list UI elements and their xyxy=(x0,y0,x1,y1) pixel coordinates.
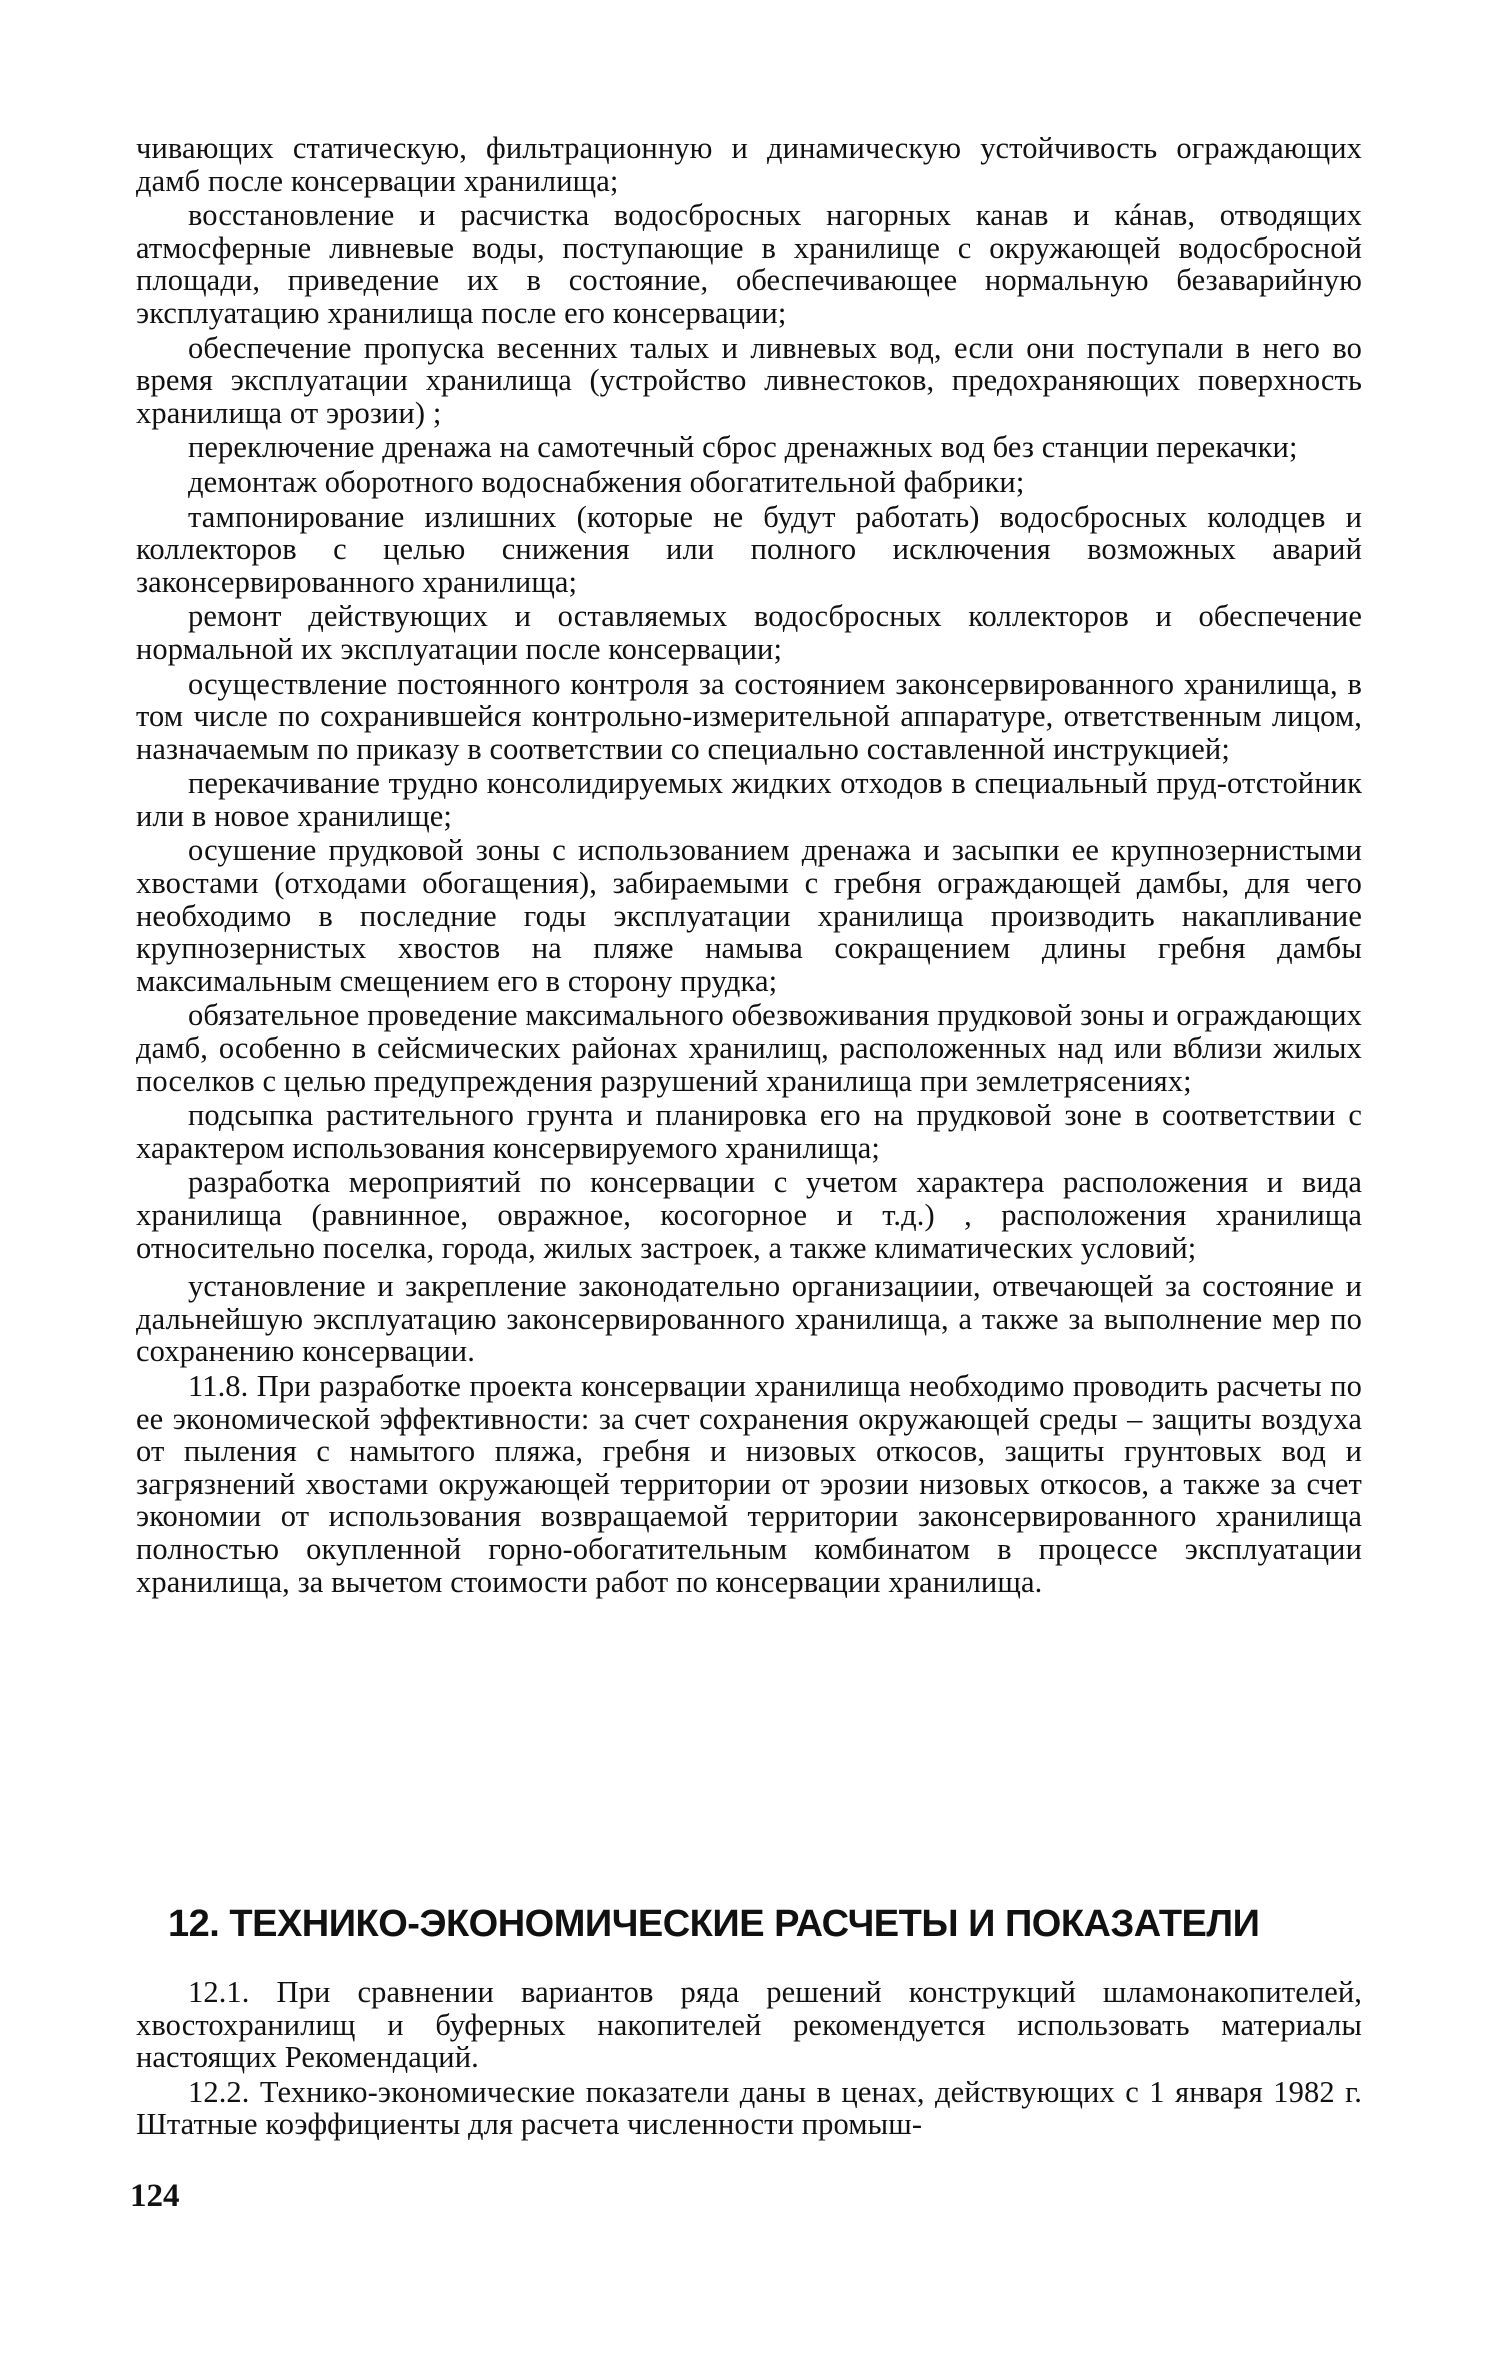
paragraph-6: тампонирование излишних (которые не будут работать) водосбросных колодцев и коллекторов с целью снижения или полного исключения возможных аварий законсервированного хранилища; xyxy=(136,499,1362,599)
paragraph-4: переключение дренажа на самотечный сброс дренажных вод без станции перекачки; xyxy=(188,430,1298,465)
section-body xyxy=(136,1976,1362,2141)
paragraph-14: установление и закрепление законодательно организациии, отвечающей за состояние и дальнейшую эксплуатацию законсервированного хранилища, а также за выполнение мер по сохранению консервации. xyxy=(136,1269,1362,1369)
paragraph-9: перекачивание трудно консолидируемых жидких отходов в специальный пруд-отстойник или в новое хранилище; xyxy=(136,766,1362,833)
paragraph-3: обеспечение пропуска весенних талых и ливневых вод, если они поступали в него во время эксплуатации хранилища (устройство ливнестоков, предохраняющих поверхность хранилища от эрозии) ; xyxy=(136,330,1362,430)
paragraph-11: обязательное проведение максимального обезвоживания прудковой зоны и ограждающих дамб, особенно в сейсмических районах хранилищ, расположенных над или вблизи жилых поселков с целью предупреждения разрушений хранилища при землетрясениях; xyxy=(136,998,1362,1098)
body-text xyxy=(136,132,1362,1598)
section-paragraph-1: 12.1. При сравнении вариантов ряда решений конструкций шламонакопителей, хвостохранилищ и буферных накопителей рекомендуется использовать материалы настоящих Рекомендаций. xyxy=(136,1975,1362,2075)
section-heading: 12. ТЕХНИКО-ЭКОНОМИЧЕСКИЕ РАСЧЕТЫ И ПОКАЗАТЕЛИ xyxy=(168,1903,1260,1945)
paragraph-13: разработка мероприятий по консервации с учетом характера расположения и вида хранилища (равнинное, овражное, косогорное и т.д.) , расположения хранилища относительно поселка, города, жилых застроек, а также климатических условий; xyxy=(136,1165,1362,1265)
paragraph-7: ремонт действующих и оставляемых водосбросных коллекторов и обеспечение нормальной их эксплуатации после консервации; xyxy=(136,599,1362,666)
paragraph-15: 11.8. При разработке проекта консервации хранилища необходимо проводить расчеты по ее экономической эффективности: за счет сохранения окружающей среды – защиты воздуха от пыления с намытого пляжа, гребня и низовых откосов, защиты грунтовых вод и загрязнений хвостами окружающей территории от эрозии низовых откосов, а также за счет экономии от использования возвращаемой территории законсервированного хранилища полностью окупленной горно-обогатительным комбинатом в процессе эксплуатации хранилища, за вычетом стоимости работ по консервации хранилища. xyxy=(136,1368,1362,1599)
paragraph-10: осушение прудковой зоны с использованием дренажа и засыпки ее крупнозернистыми хвостами (отходами обогащения), забираемыми с гребня ограждающей дамбы, для чего необходимо в последние годы эксплуатации хранилища производить накапливание крупнозернистых хвостов на пляже намыва сокращением длины гребня дамбы максимальным смещением его в сторону прудка; xyxy=(136,833,1362,998)
paragraph-2: восстановление и расчистка водосбросных нагорных канав и кáнав, отводящих атмосферные ливневые воды, поступающие в хранилище с окружающей водосбросной площади, приведение их в состояние, обеспечивающее нормальную безаварийную эксплуатацию хранилища после его консервации; xyxy=(136,198,1362,330)
page-number: 124 xyxy=(130,2178,180,2214)
section-paragraph-2: 12.2. Технико-экономические показатели даны в ценах, действующих с 1 января 1982 г. Штатные коэффициенты для расчета численности промыш- xyxy=(136,2074,1362,2142)
paragraph-12: подсыпка растительного грунта и планировка его на прудковой зоне в соответствии с характером использования консервируемого хранилища; xyxy=(136,1098,1362,1165)
paragraph-1: чивающих статическую, фильтрационную и динамическую устойчивость ограждающих дамб после консервации хранилища; xyxy=(136,131,1362,198)
paragraph-5: демонтаж оборотного водоснабжения обогатительной фабрики; xyxy=(188,464,1025,499)
paragraph-8: осуществление постоянного контроля за состоянием законсервированного хранилища, в том числе по сохранившейся контрольно-измерительной аппаратуре, ответственным лицом, назначаемым по приказу в соответствии со специально составленной инструкцией; xyxy=(136,666,1362,766)
